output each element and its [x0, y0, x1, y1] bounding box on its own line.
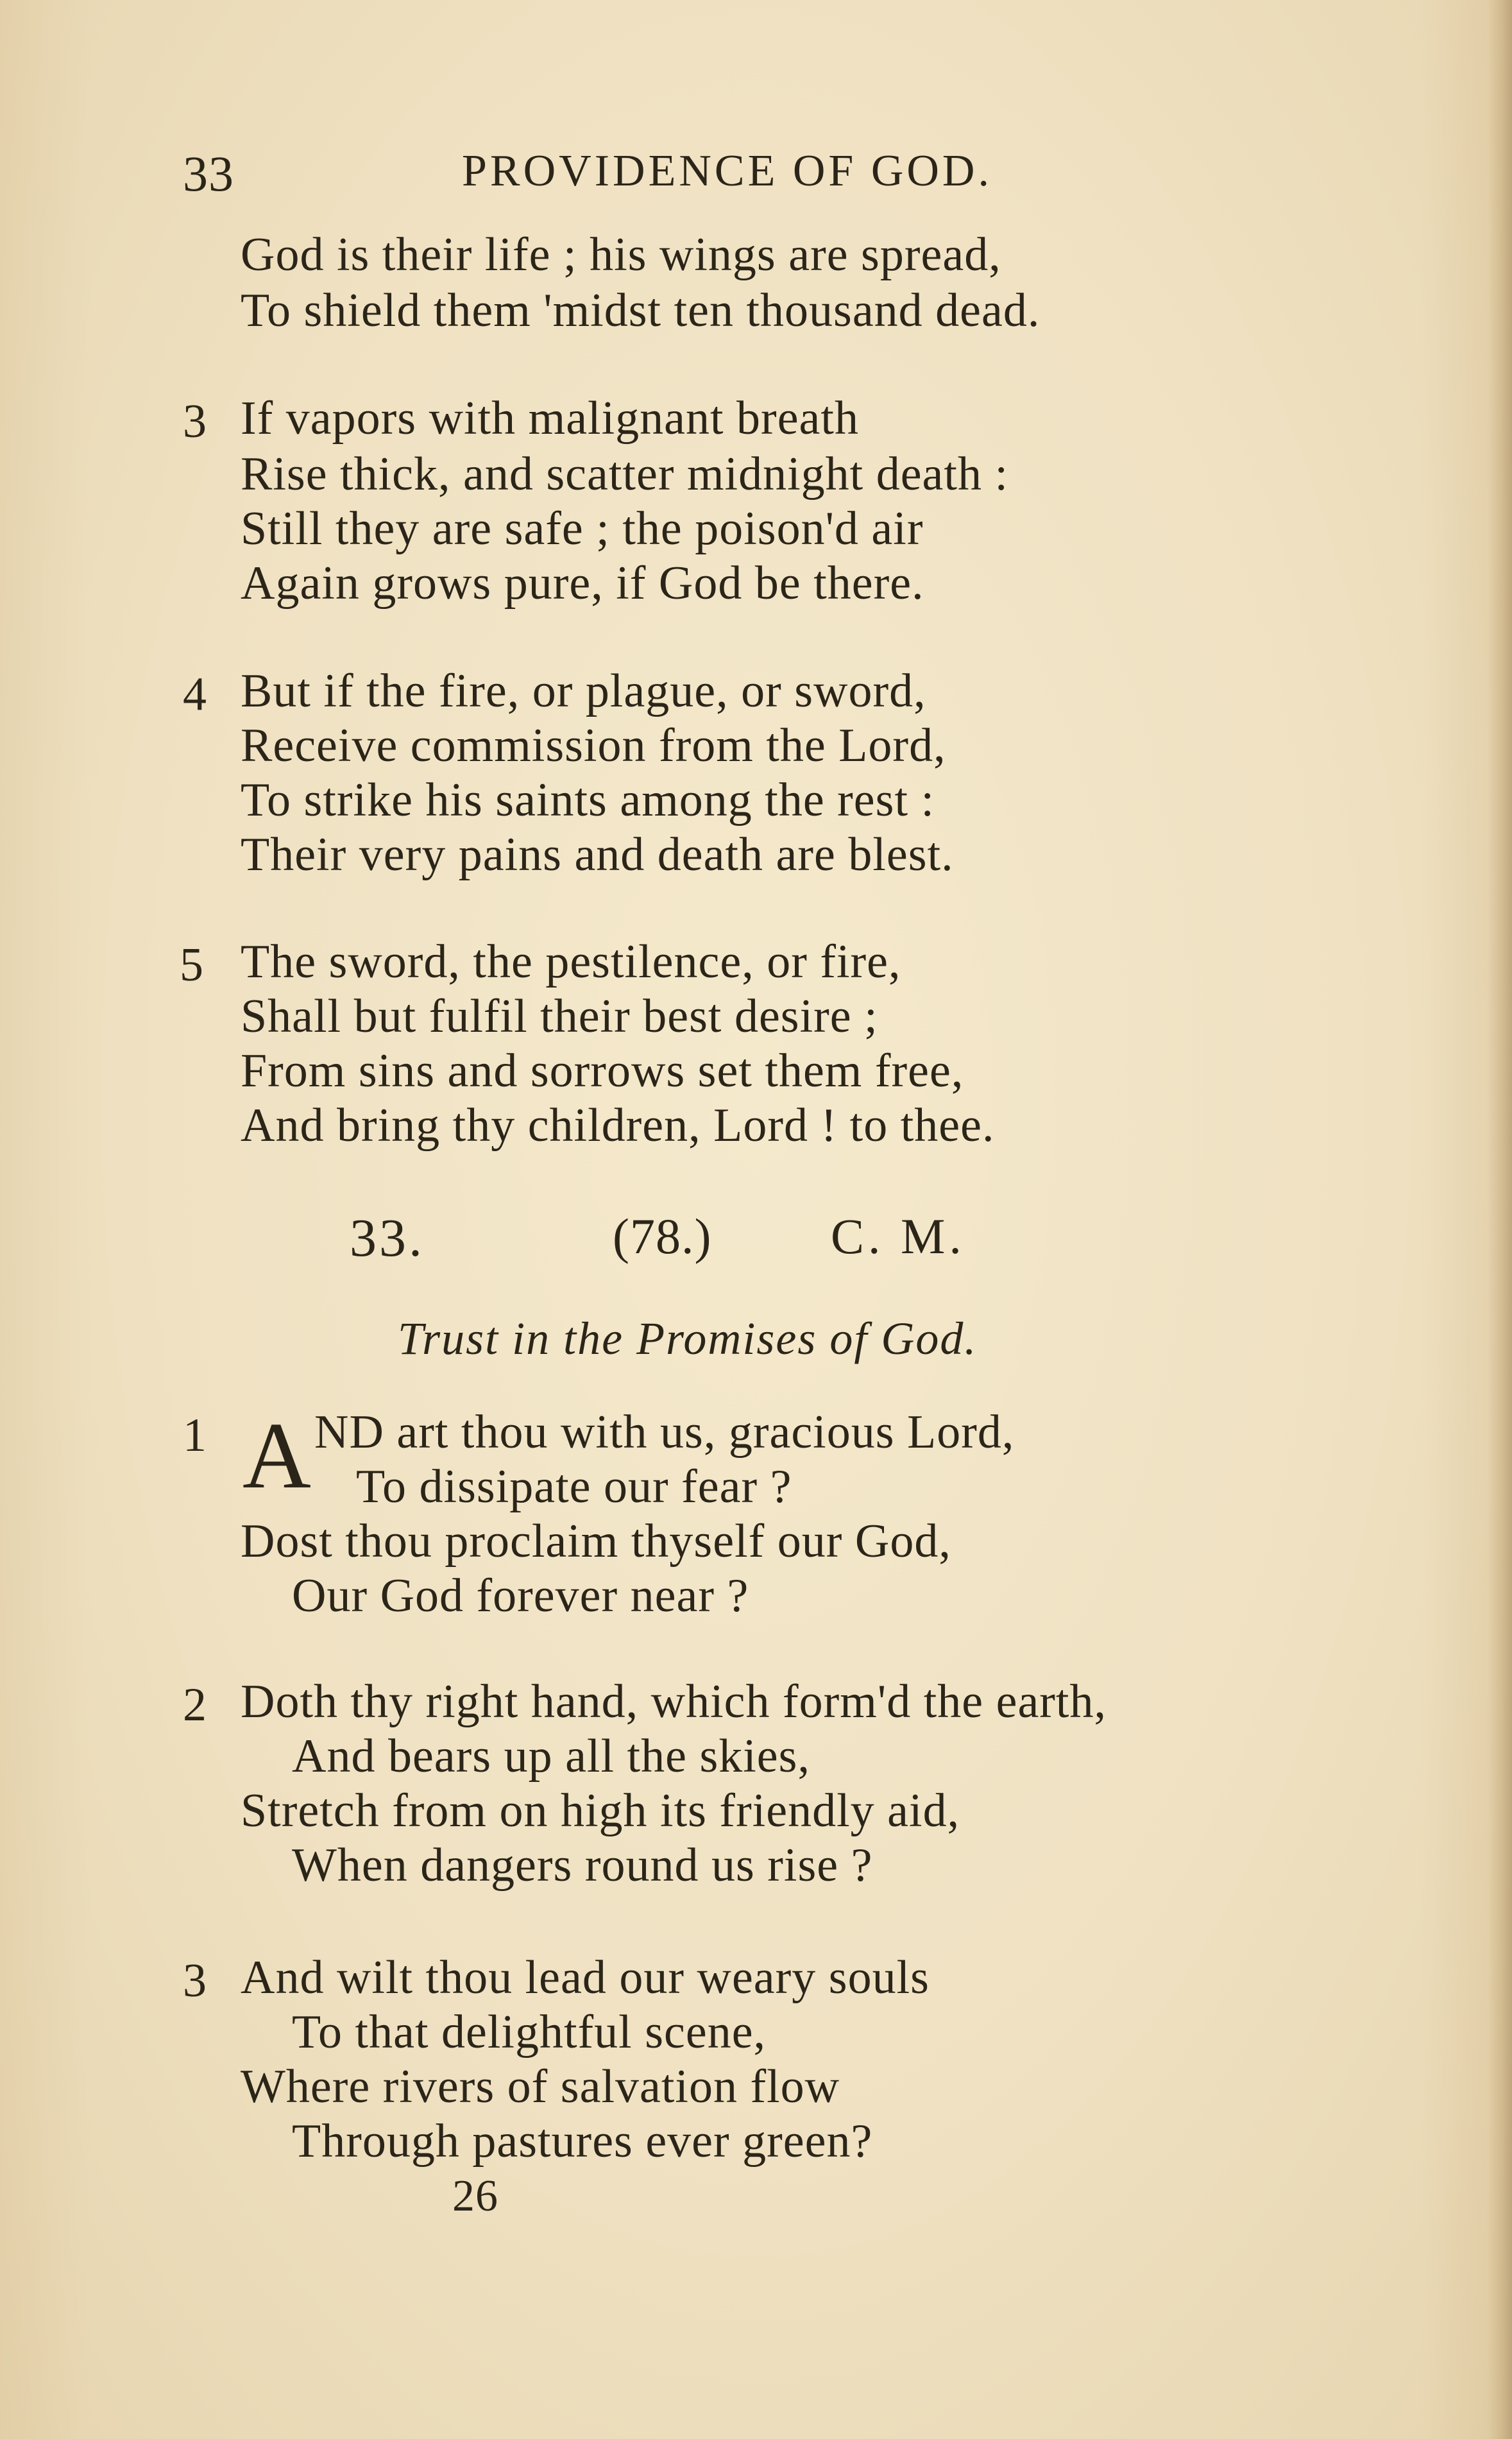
- page-edge-shadow: [1488, 0, 1512, 2439]
- verse-line: When dangers round us rise ?: [292, 1839, 873, 1892]
- verse-line: To dissipate our fear ?: [356, 1460, 792, 1513]
- hymn-title: Trust in the Promises of God.: [398, 1313, 978, 1364]
- signature-mark: 26: [452, 2171, 498, 2221]
- verse-line: Our God forever near ?: [292, 1570, 749, 1622]
- verse-line: From sins and sorrows set them free,: [241, 1045, 964, 1097]
- hymn-number: 33.: [350, 1208, 425, 1268]
- verse-number: 2: [183, 1679, 207, 1731]
- verse-line: To strike his saints among the rest :: [241, 774, 935, 826]
- verse-line: Through pastures ever green?: [292, 2115, 873, 2168]
- continued-line-1: God is their life ; his wings are spread,: [241, 228, 1001, 281]
- drop-cap: A: [242, 1403, 311, 1509]
- verse-number: 5: [180, 939, 203, 991]
- hymn-meter: C. M.: [831, 1208, 965, 1264]
- verse-line: ND art thou with us, gracious Lord,: [314, 1406, 1015, 1459]
- verse-line: Stretch from on high its friendly aid,: [241, 1784, 960, 1837]
- verse-number: 4: [183, 668, 207, 721]
- verse-line: Where rivers of salvation flow: [241, 2060, 840, 2113]
- continued-line-2: To shield them 'midst ten thousand dead.: [241, 284, 1041, 337]
- verse-line: Still they are safe ; the poison'd air: [241, 502, 924, 555]
- verse-line: To that delightful scene,: [292, 2006, 767, 2058]
- verse-line: But if the fire, or plague, or sword,: [241, 665, 926, 717]
- verse-number: 3: [183, 395, 207, 448]
- verse-line: Shall but fulfil their best desire ;: [241, 990, 878, 1043]
- hymn-reference: (78.): [613, 1208, 712, 1264]
- verse-line: And bring thy children, Lord ! to thee.: [241, 1099, 995, 1152]
- verse-line: Receive commission from the Lord,: [241, 719, 946, 772]
- page-number: 33: [183, 146, 234, 201]
- verse-line: Doth thy right hand, which form'd the earth,: [241, 1675, 1107, 1728]
- verse-line: And wilt thou lead our weary souls: [241, 1951, 930, 2004]
- verse-line: And bears up all the skies,: [292, 1730, 810, 1783]
- verse-line: Rise thick, and scatter midnight death :: [241, 448, 1009, 501]
- verse-number: 3: [183, 1955, 207, 2007]
- running-title: PROVIDENCE OF GOD.: [462, 146, 992, 196]
- verse-line: If vapors with malignant breath: [241, 392, 859, 445]
- verse-line: Dost thou proclaim thyself our God,: [241, 1515, 951, 1568]
- verse-number: 1: [183, 1409, 207, 1462]
- verse-line: The sword, the pestilence, or fire,: [241, 936, 901, 988]
- verse-line: Again grows pure, if God be there.: [241, 557, 924, 610]
- verse-line: Their very pains and death are blest.: [241, 828, 954, 881]
